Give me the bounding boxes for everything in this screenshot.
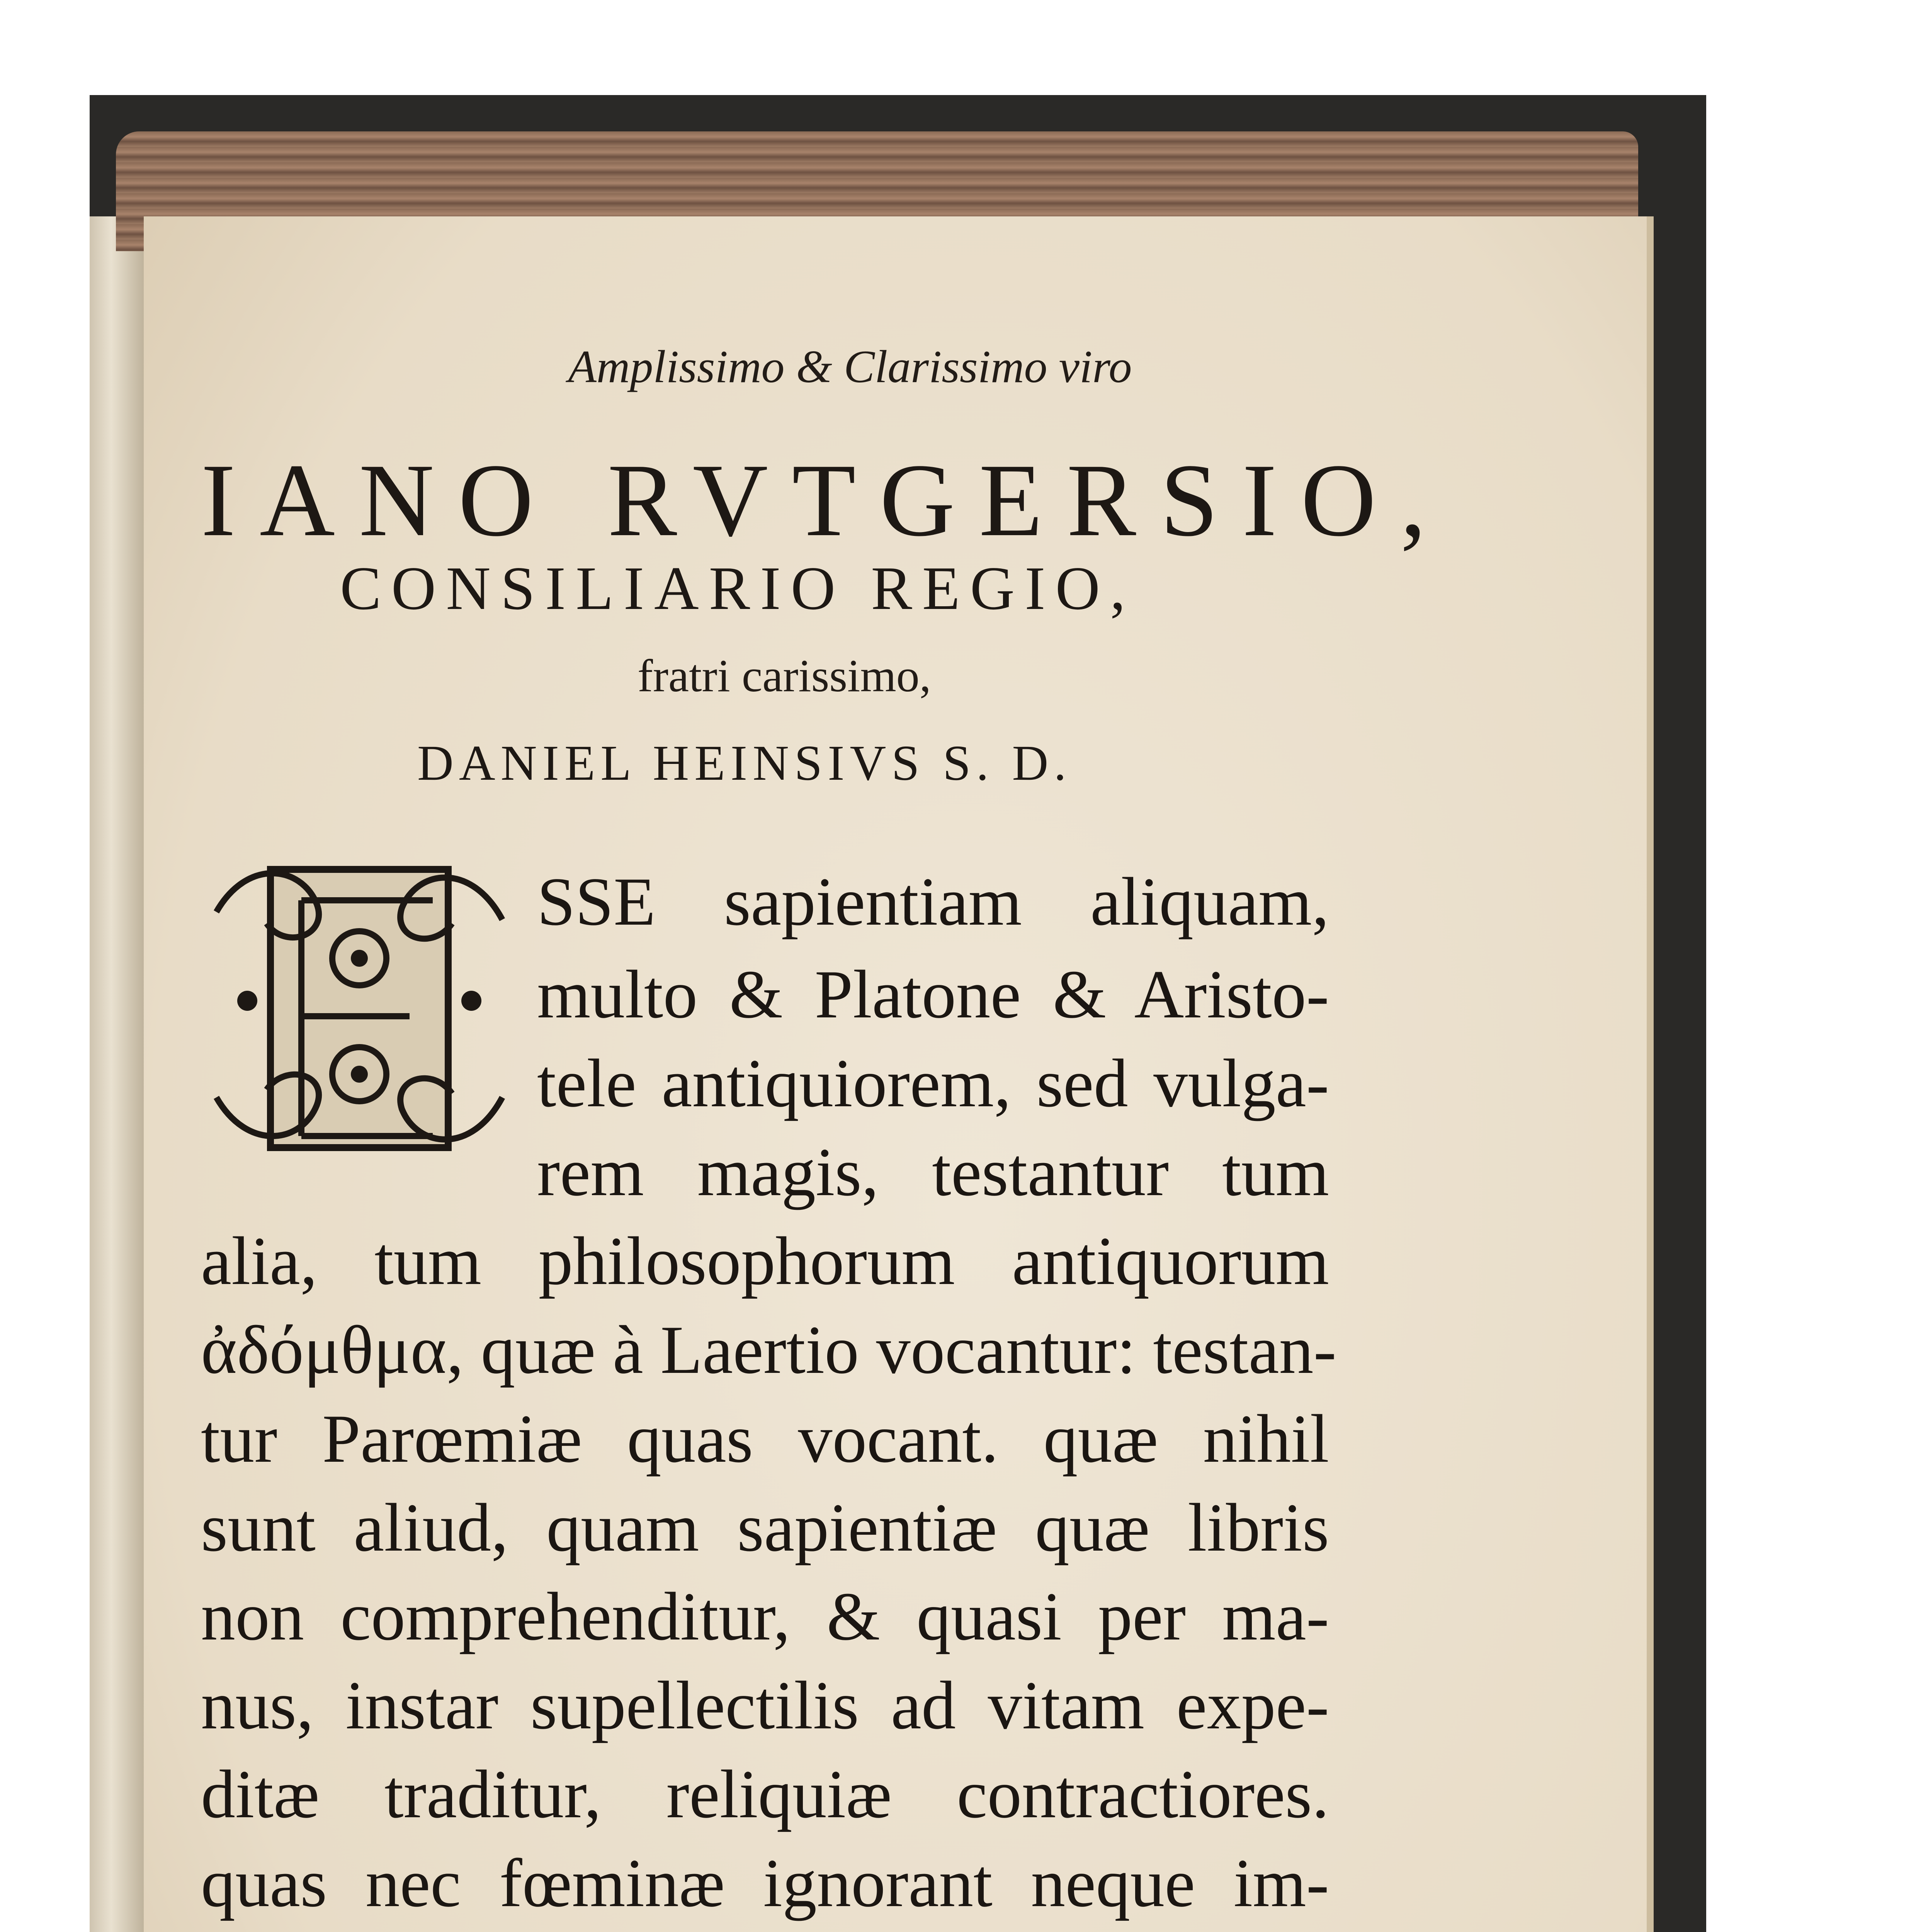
sender-line: DANIEL HEINSIVS S. D. bbox=[417, 735, 1072, 791]
text-line: ditæ traditur, reliquiæ contractiores. bbox=[201, 1756, 1329, 1832]
text-line: non comprehenditur, & quasi per ma- bbox=[201, 1578, 1329, 1655]
text-line: sunt aliud, quam sapientiæ quæ libris bbox=[201, 1489, 1329, 1566]
text-line: tele antiquiorem, sed vulga- bbox=[537, 1045, 1329, 1121]
text-line: tur Parœmiæ quas vocant. quæ nihil bbox=[201, 1400, 1329, 1477]
addressee-office: CONSILIARIO REGIO, bbox=[340, 554, 1136, 622]
text-line: alia, tum philosophorum antiquorum bbox=[201, 1223, 1329, 1299]
relation-line: fratri carissimo, bbox=[638, 650, 931, 701]
text-line: ἀδόμθμα, quæ à Laertio vocantur: testan- bbox=[201, 1311, 1336, 1388]
text-line: nus, instar supellectilis ad vitam expe- bbox=[201, 1667, 1329, 1743]
decorated-initial-icon bbox=[201, 835, 518, 1167]
text-line: multo & Platone & Aristo- bbox=[537, 956, 1329, 1032]
dedication-line: Amplissimo & Clarissimo viro bbox=[568, 341, 1132, 392]
addressee-name: IANO RVTGERSIO, bbox=[201, 442, 1450, 558]
text-line: quas nec fœminæ ignorant neque im- bbox=[201, 1845, 1329, 1921]
left-page-edge bbox=[90, 216, 144, 1932]
text-line: SSE sapientiam aliquam, bbox=[537, 863, 1329, 940]
text-line: rem magis, testantur tum bbox=[537, 1134, 1329, 1210]
